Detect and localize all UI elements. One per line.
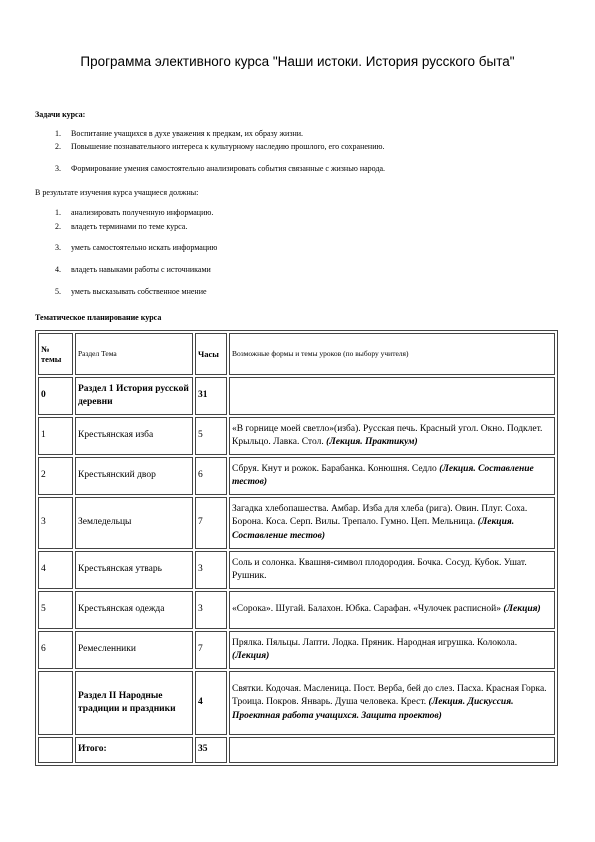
forms-text: «Сорока». Шугай. Балахон. Юбка. Сарафан. «Чулочек расписной» [232, 604, 501, 615]
row-section: Крестьянская изба [75, 417, 193, 455]
table-row [38, 671, 555, 735]
row-hours: 3 [195, 591, 227, 629]
table-header-row [38, 333, 555, 375]
table-row [38, 551, 555, 589]
row-hours: 7 [195, 497, 227, 549]
forms-text: Соль и солонка. Квашня-символ плодородия. Бочка. Сосуд. Кубок. Ушат. Рушник. [232, 557, 527, 581]
row-hours: 5 [195, 417, 227, 455]
header-forms: Возможные формы и темы уроков (по выбору учителя) [229, 333, 555, 375]
table-row [38, 591, 555, 629]
row-section: Крестьянская одежда [75, 591, 193, 629]
row-section: Земледельцы [75, 497, 193, 549]
list-number: 4. [55, 265, 61, 274]
list-text: Воспитание учащихся в духе уважения к предкам, их образу жизни. [71, 129, 304, 138]
table-row [38, 497, 555, 549]
list-text: владеть терминами по теме курса. [71, 222, 188, 231]
row-section: Итого: [75, 737, 193, 763]
result-item [55, 265, 211, 274]
forms-text: Сбруя. Кнут и рожок. Барабанка. Конюшня. Седло [232, 463, 437, 474]
row-num [38, 671, 73, 735]
row-hours: 31 [195, 377, 227, 415]
forms-note: (Лекция. Составление тестов) [232, 517, 515, 541]
page-title: Программа элективного курса "Наши истоки. История русского быта" [80, 54, 515, 69]
result-item [55, 222, 187, 231]
list-number: 2. [55, 142, 61, 151]
row-section: Ремесленники [75, 631, 193, 669]
forms-note: (Лекция) [232, 651, 270, 661]
row-num: 2 [38, 457, 73, 495]
table-row [38, 457, 555, 495]
table-row [38, 377, 555, 415]
row-forms [229, 631, 555, 669]
row-section: Крестьянская утварь [75, 551, 193, 589]
result-item [55, 243, 217, 252]
table-row [38, 737, 555, 763]
list-text: анализировать полученную информацию. [71, 208, 214, 217]
forms-text: «В горнице моей светло»(изба). Русская печь. Красный угол. Окно. Подклет. Крыльцо. Лавка. Стол. [232, 423, 543, 447]
task-item [55, 142, 384, 151]
row-section: Раздел 1 История русской деревни [75, 377, 193, 415]
table-row [38, 631, 555, 669]
planning-table [35, 330, 558, 766]
row-num: 3 [38, 497, 73, 549]
task-item [55, 164, 385, 173]
row-hours: 3 [195, 551, 227, 589]
result-item [55, 208, 213, 217]
header-num: № темы [38, 333, 73, 375]
row-hours: 4 [195, 671, 227, 735]
forms-note: (Лекция. Составление тестов) [232, 463, 534, 487]
row-num: 5 [38, 591, 73, 629]
planning-heading: Тематическое планирование курса [35, 313, 162, 322]
row-section: Раздел II Народные традиции и праздники [75, 671, 193, 735]
list-text: Формирование умения самостоятельно анализировать события связанные с жизнью народа. [71, 164, 386, 173]
list-number: 2. [55, 222, 61, 231]
row-forms [229, 497, 555, 549]
row-forms [229, 671, 555, 735]
row-hours: 6 [195, 457, 227, 495]
header-hours: Часы [195, 333, 227, 375]
list-text: уметь самостоятельно искать информацию [71, 243, 218, 252]
row-num: 6 [38, 631, 73, 669]
row-num: 1 [38, 417, 73, 455]
list-number: 5. [55, 287, 61, 296]
forms-note: (Лекция. Практикум) [326, 437, 418, 447]
forms-text: Прялка. Пяльцы. Лапти. Лодка. Пряник. Народная игрушка. Колокола. [232, 637, 518, 648]
row-num [38, 737, 73, 763]
row-section: Крестьянский двор [75, 457, 193, 495]
forms-text: Загадка хлебопашества. Амбар. Изба для хлеба (рига). Овин. Плуг. Соха. Борона. Коса. Серп. Вилы. Трепало. Гумно. Цеп. Мельница. [232, 503, 528, 528]
results-heading: В результате изучения курса учащиеся должны: [35, 188, 199, 197]
header-section: Раздел Тема [75, 333, 193, 375]
list-text: уметь высказывать собственное мнение [71, 287, 207, 296]
result-item [55, 287, 207, 296]
row-num: 4 [38, 551, 73, 589]
list-number: 3. [55, 164, 61, 173]
table-row [38, 417, 555, 455]
row-forms [229, 377, 555, 415]
row-forms [229, 551, 555, 589]
row-num: 0 [38, 377, 73, 415]
row-forms [229, 457, 555, 495]
forms-note: (Лекция) [503, 604, 541, 615]
list-text: Повышение познавательного интереса к культурному наследию прошлого, его сохранению. [71, 142, 385, 151]
row-hours: 7 [195, 631, 227, 669]
row-forms [229, 591, 555, 629]
row-forms [229, 417, 555, 455]
list-number: 1. [55, 208, 61, 217]
list-text: владеть навыками работы с источниками [71, 265, 211, 274]
list-number: 3. [55, 243, 61, 252]
tasks-heading: Задачи курса: [35, 110, 86, 119]
forms-text: Святки. Кодочая. Масленица. Пост. Верба, бей до слез. Пасха. Красная Горка. Троица. Покров. Январь. Душа человека. Крест. [232, 683, 547, 708]
list-number: 1. [55, 129, 61, 138]
row-forms [229, 737, 555, 763]
row-hours: 35 [195, 737, 227, 763]
forms-note: (Лекция. Дискуссия. Проектная работа учащихся. Защита проектов) [232, 697, 514, 721]
task-item [55, 129, 303, 138]
